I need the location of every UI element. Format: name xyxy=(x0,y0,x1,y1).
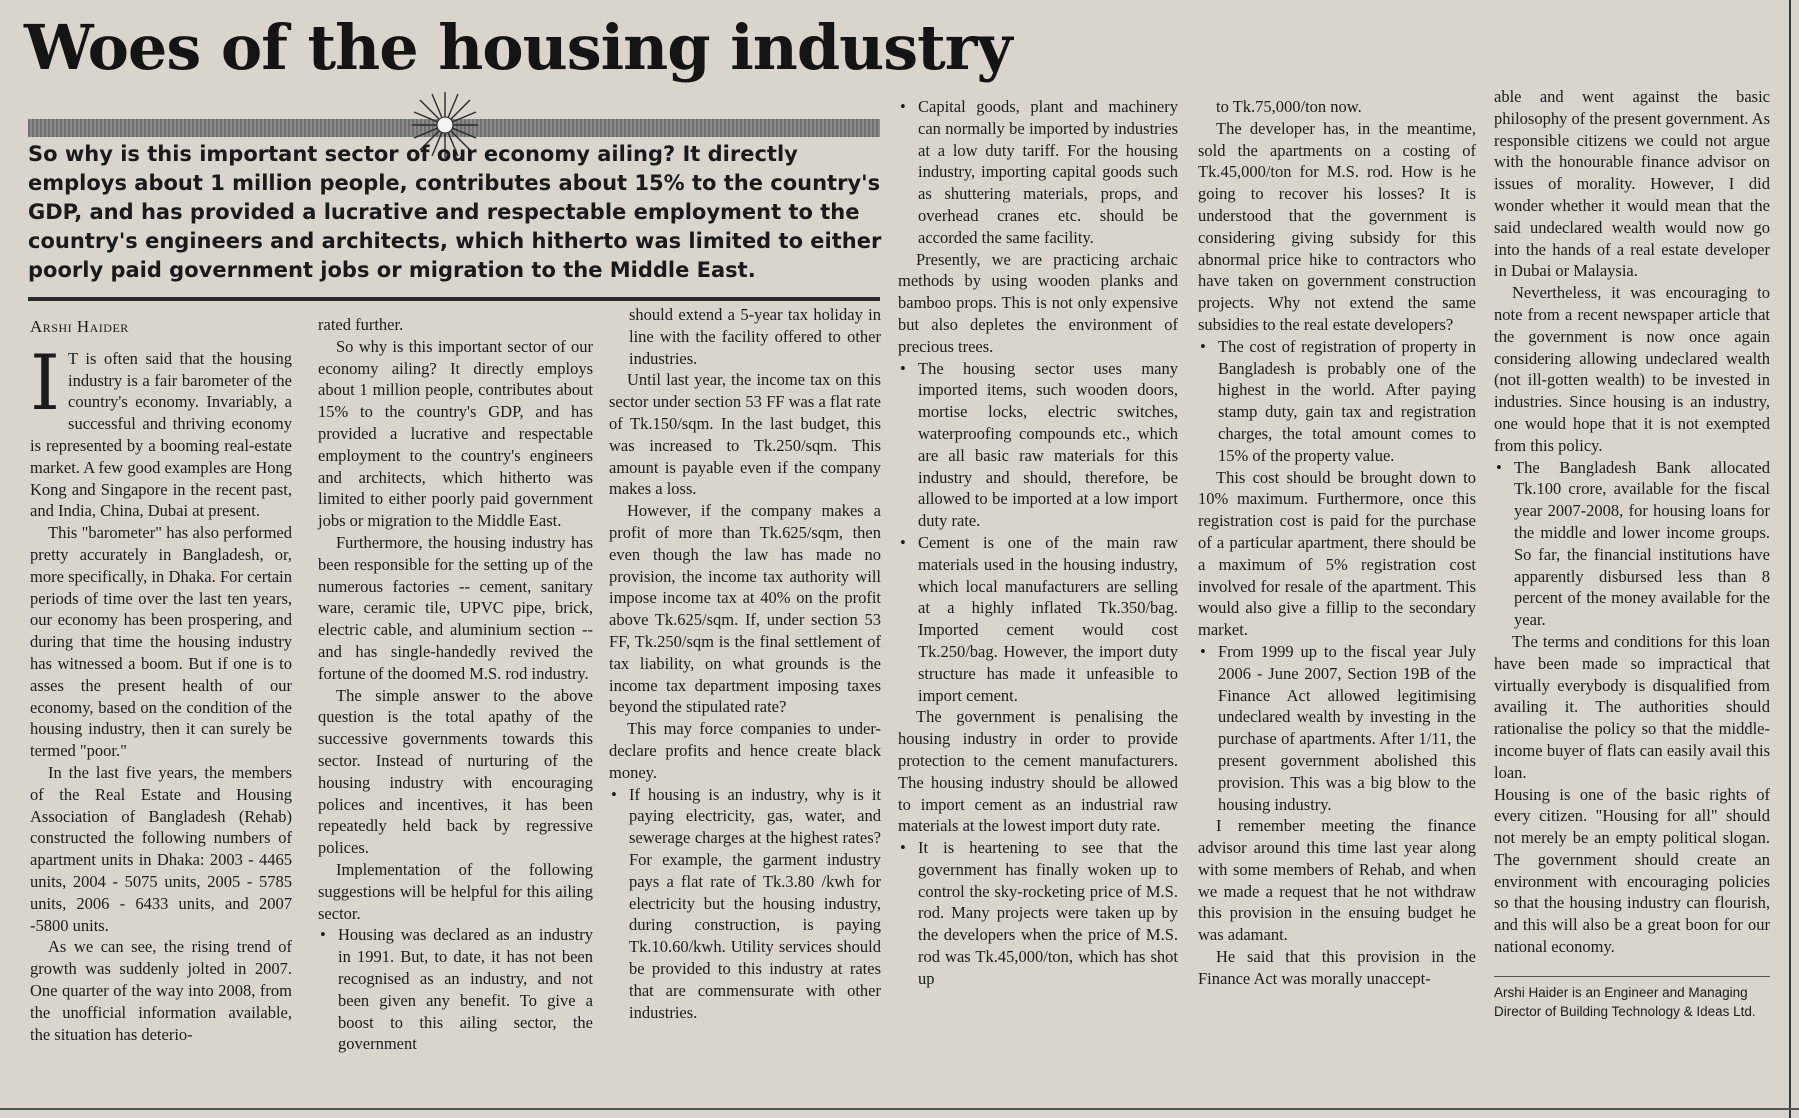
bullet-continuation: should extend a 5-year tax holiday in line with the facility offered to other industries. xyxy=(629,305,881,368)
paragraph: Implementation of the following suggestions will be helpful for this ailing sector. xyxy=(318,859,593,923)
bullet-list xyxy=(318,924,593,1055)
bullet-item: • The Bangladesh Bank allocated Tk.100 crore, available for the fiscal year 2007-2008, for housing loans for the middle and lower income groups. So far, the financial institutions have apparently disbursed less than 8 percent of the money available for the year. xyxy=(1494,457,1770,631)
standfirst: So why is this important sector of our economy ailing? It directly employs about 1 million people, contributes about 15% to the country's GDP, and has provided a lucrative and respectable employment to the country's engineers and architects, which hitherto was limited to either poorly paid government jobs or migration to the Middle East. xyxy=(28,142,882,282)
bullet-item: • Cement is one of the main raw materials used in the housing industry, which local manufacturers are selling at a highly inflated Tk.350/bag. Imported cement would cost Tk.250/bag. However, the import duty structure has made it unfeasible to import cement. xyxy=(898,532,1178,706)
bullet-item: • Housing was declared as an industry in 1991. But, to date, it has not been recognised as an industry, and not been given any benefit. To give a boost to this ailing sector, the government xyxy=(318,924,593,1055)
paragraph: He said that this provision in the Finance Act was morally unaccept- xyxy=(1198,947,1476,988)
author-bio: Arshi Haider is an Engineer and Managing Director of Building Technology & Ideas Ltd. xyxy=(1494,976,1770,1021)
bullet-list xyxy=(898,837,1178,990)
column-rule xyxy=(1789,0,1791,1118)
paragraph: This may force companies to under-declare profits and hence create black money. xyxy=(609,719,881,782)
column-4 xyxy=(898,96,1178,990)
byline: Arshi Haider xyxy=(30,317,129,336)
bullet-list xyxy=(898,96,1178,249)
paragraph: I remember meeting the finance advisor around this time last year along with some members of Rehab, and when we made a request that he not withdraw this provision in the ensuing budget he was adamant. xyxy=(1198,816,1476,945)
bullet-list xyxy=(1198,641,1476,815)
bullet-list xyxy=(898,358,1178,707)
paragraph: The government is penalising the housing industry in order to provide protection to the cement manufacturers. The housing industry should be allowed to import cement as an industrial raw materials at the lowest import duty rate. xyxy=(898,707,1178,836)
headline: Woes of the housing industry xyxy=(24,11,1012,84)
bullet-item: • If housing is an industry, why is it paying electricity, gas, water, and sewerage charges at the highest rates? For example, the garment industry pays a flat rate of Tk.3.80 /kwh for electricity but the housing industry, during construction, is paying Tk.10.60/kwh. Utility services should be provided to this industry at rates that are commensurate with other industries. xyxy=(609,784,881,1024)
paragraph: able and went against the basic philosophy of the present government. As responsible citizens we could not argue with the honourable finance advisor on issues of morality. However, I did wonder whether it would mean that the said undeclared wealth would now go into the hands of a real estate developer in Dubai or Malaysia. xyxy=(1494,87,1770,281)
paragraph: In the last five years, the members of the Real Estate and Housing Association of Bangladesh (Rehab) constructed the following numbers of apartment units in Dhaka: 2003 - 4465 units, 2004 - 5075 units, 2005 - 5785 units, 2006 - 6433 units, and 2007 -5800 units. xyxy=(30,762,292,935)
standfirst-rule xyxy=(28,297,880,301)
bullet-item: • From 1999 up to the fiscal year July 2006 - June 2007, Section 19B of the Finance Act allowed legitimising undeclared wealth by investing in the purchase of apartments. After 1/11, the present government abolished this provision. This was a big blow to the housing industry. xyxy=(1198,641,1476,815)
bullet-item: • The housing sector uses many imported items, such wooden doors, mortise locks, electric switches, waterproofing compounds etc., which are all basic raw materials for this industry and should, therefore, be allowed to be imported at a low import duty rate. xyxy=(898,358,1178,532)
column-3 xyxy=(609,304,881,1023)
paragraph: This cost should be brought down to 10% maximum. Furthermore, once this registration cost is paid for the purchase of a particular apartment, there should be a maximum of 5% registration cost involved for resale of the apartment. This would also give a fillip to the secondary market. xyxy=(1198,467,1476,640)
paragraph: to Tk.75,000/ton now. xyxy=(1216,97,1362,116)
paragraph: As we can see, the rising trend of growth was suddenly jolted in 2007. One quarter of the way into 2008, from the unofficial information available, the situation has deterio- xyxy=(30,937,292,1044)
paragraph: The simple answer to the above question is the total apathy of the successive governments towards this sector. Instead of nurturing of the housing industry with encouraging polices and incentives, it has been repeatedly held back by regressive polices. xyxy=(318,685,593,858)
paragraph: Nevertheless, it was encouraging to note from a recent newspaper article that the government is now once again considering allowing undeclared wealth (not ill-gotten wealth) to be invested in industries. Since housing is an industry, one would hope that it is not exempted from this policy. xyxy=(1494,283,1770,455)
bullet-list xyxy=(1494,457,1770,631)
column-1 xyxy=(30,316,292,1045)
paragraph: rated further. xyxy=(318,315,404,334)
column-5 xyxy=(1198,96,1476,990)
column-2 xyxy=(318,314,593,1055)
column-6 xyxy=(1494,86,1770,1021)
bullet-item: • The cost of registration of property in Bangladesh is probably one of the highest in the world. After paying stamp duty, gain tax and registration charges, the total amount comes to 15% of the property value. xyxy=(1198,336,1476,467)
paragraph: The developer has, in the meantime, sold the apartments on a costing of Tk.45,000/ton for M.S. rod. How is he going to recover his losses? It is understood that the government is considering giving subsidy for this abnormal price hike to contractors who have taken on government construction projects. Why not extend the same subsidies to the real estate developers? xyxy=(1198,118,1476,334)
paragraph: This "barometer" has also performed pretty accurately in Bangladesh, or, more specifically, in Dhaka. For certain periods of time over the last ten years, our economy has been prospering, and during that time the housing industry has witnessed a boom. But if one is to asses the present health of our economy, based on the condition of the housing industry, then it can surely be termed "poor." xyxy=(30,523,292,761)
dropcap: I xyxy=(30,337,61,427)
paragraph: Furthermore, the housing industry has been responsible for the setting up of the numerous factories -- cement, sanitary ware, ceramic tile, UPVC pipe, brick, electric cable, and aluminium section -- and has single-handedly revived the fortune of the doomed M.S. rod industry. xyxy=(318,532,593,683)
paragraph: Housing is one of the basic rights of every citizen. "Housing for all" should not merely be an empty political slogan. The government should create an environment with encouraging policies so that the housing industry can flourish, and this will also be a great boon for our national economy. xyxy=(1494,784,1770,957)
bullet-item: • It is heartening to see that the government has finally woken up to control the sky-rocketing price of M.S. rod. Many projects were taken up by the developers when the price of M.S. rod was Tk.45,000/ton, which has shot up xyxy=(898,837,1178,990)
paragraph: I T is often said that the housing industry is a fair barometer of the country's economy. Invariably, a successful and thriving economy is represented by a booming real-estate market. A few good examples are Hong Kong and Singapore in the recent past, and India, China, Dubai at present. xyxy=(30,337,292,521)
paragraph: Presently, we are practicing archaic methods by using wooden planks and bamboo props. This is not only expensive but also depletes the environment of precious trees. xyxy=(898,249,1178,356)
paragraph: Until last year, the income tax on this sector under section 53 FF was a flat rate of Tk.150/sqm. In the last budget, this was increased to Tk.250/sqm. This amount is payable even if the company makes a loss. xyxy=(609,370,881,499)
paragraph: The terms and conditions for this loan have been made so impractical that virtually everybody is disqualified from availing it. The authorities should rationalise the policy so that the middle-income buyer of flats can easily avail this loan. xyxy=(1494,631,1770,782)
paragraph: So why is this important sector of our economy ailing? It directly employs about 1 million people, contributes about 15% to the country's GDP, and has provided a lucrative and respectable employment to the country's engineers and architects, which hitherto was limited to either poorly paid government jobs or migration to the Middle East. xyxy=(318,336,593,531)
bullet-item: • Capital goods, plant and machinery can normally be imported by industries at a low duty tariff. For the housing industry, importing capital goods such as shuttering materials, props, and overhead cranes etc. should be accorded the same facility. xyxy=(898,96,1178,249)
paragraph: However, if the company makes a profit of more than Tk.625/sqm, then even though the law has made no provision, the income tax authority will impose income tax at 40% on the profit above Tk.625/sqm. If, under section 53 FF, Tk.250/sqm is the final settlement of tax liability, on what grounds is the income tax department imposing taxes beyond the stipulated rate? xyxy=(609,501,881,717)
bottom-rule xyxy=(0,1108,1799,1110)
bullet-list xyxy=(609,784,881,1024)
bullet-list xyxy=(1198,336,1476,467)
